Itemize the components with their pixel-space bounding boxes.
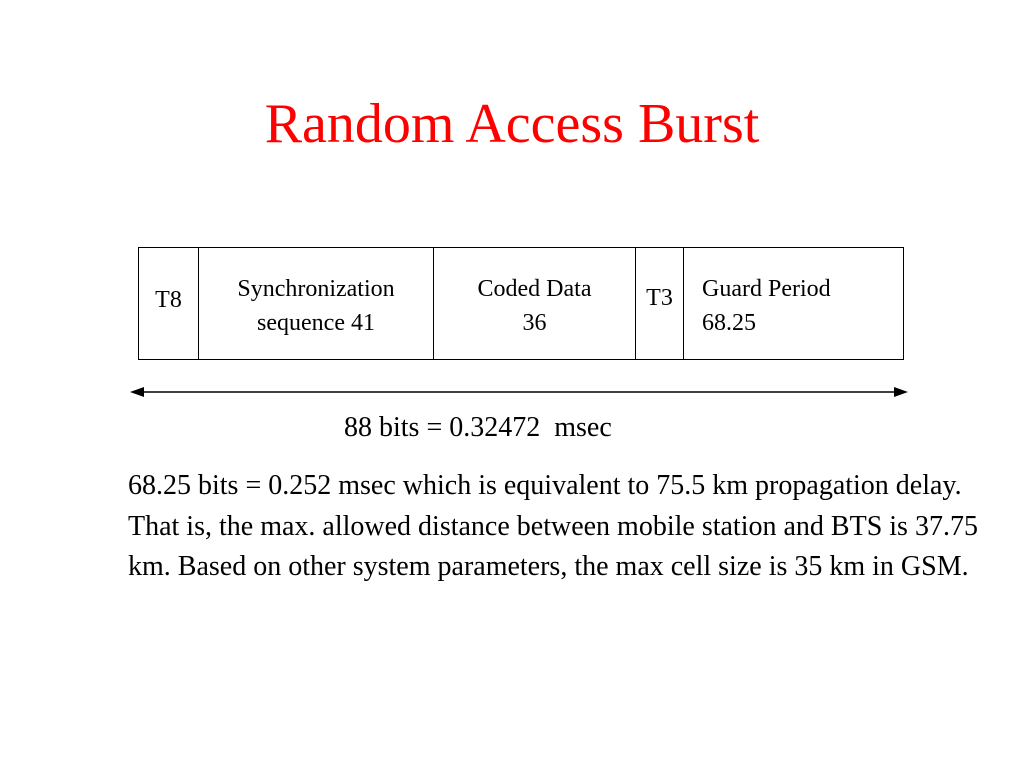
field-t8 (139, 248, 198, 359)
explanation-paragraph-2: That is, the max. allowed distance between mobile station and BTS is 37.75 km. Based on other system parameters, the max cell size is 35 km in GSM. (128, 510, 978, 582)
explanation-text (128, 466, 1008, 588)
field-guard-period (684, 248, 903, 359)
field-t3 (636, 248, 683, 359)
field-guard-label: Guard Period (702, 276, 831, 302)
field-coded-data (434, 248, 635, 359)
field-sync-sequence (199, 248, 433, 359)
double-arrow-icon (130, 384, 908, 400)
field-t8-label: T8 (155, 287, 182, 313)
field-guard-bits: 68.25 (702, 310, 756, 336)
slide-title: Random Access Burst (264, 93, 760, 155)
burst-frame-diagram (138, 247, 904, 360)
field-coded-data-bits: 36 (522, 310, 547, 336)
field-sync-label: Synchronization (237, 276, 395, 302)
field-sync-bits: sequence 41 (257, 310, 375, 336)
total-burst-length: 88 bits = 0.32472 msec (344, 412, 612, 443)
field-coded-data-label: Coded Data (477, 276, 592, 302)
explanation-paragraph-1: 68.25 bits = 0.252 msec which is equivalent to 75.5 km propagation delay. (128, 470, 962, 501)
field-t3-label: T3 (646, 285, 673, 311)
